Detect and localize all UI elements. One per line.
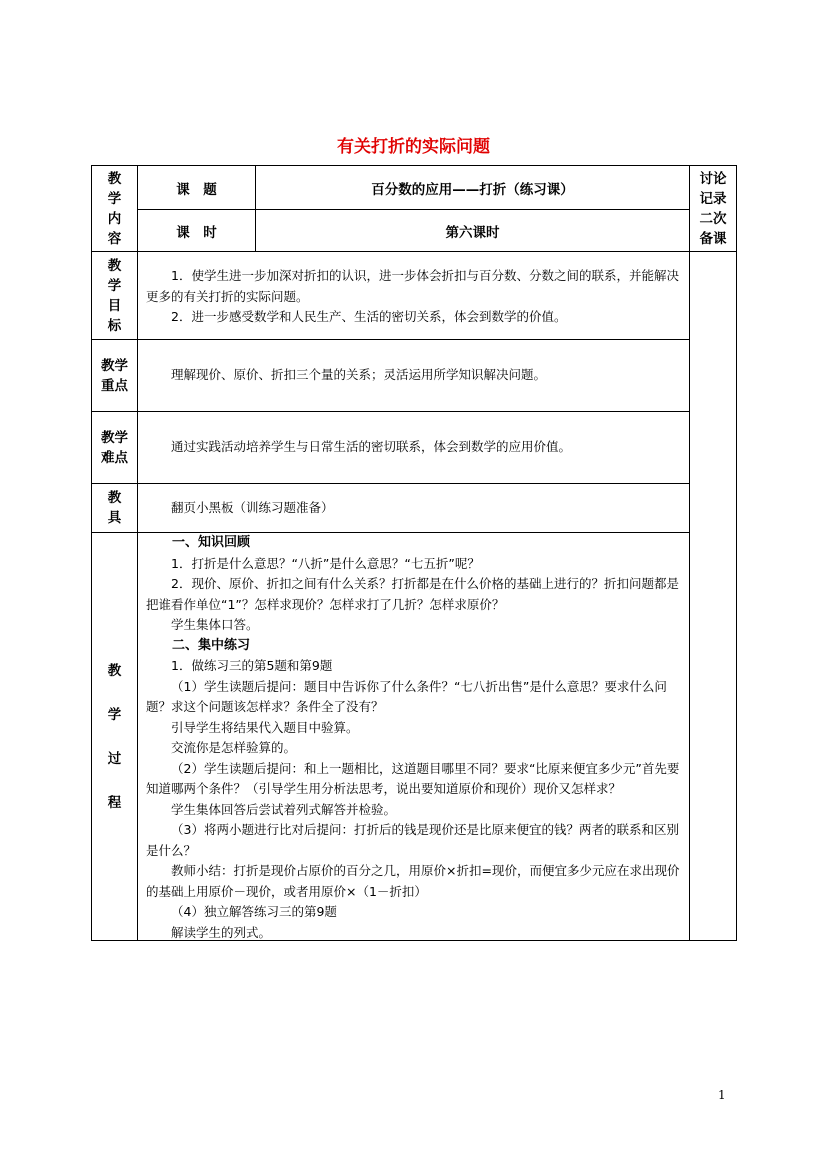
table-divider	[137, 165, 138, 941]
lesson-count-label: 课 时	[176, 224, 217, 241]
objectives-content	[146, 266, 682, 328]
table-rule	[91, 251, 737, 252]
document-title: 有关打折的实际问题	[337, 137, 490, 157]
section-heading: 二、集中练习	[172, 637, 251, 653]
tools-content: 翻页小黑板（训练习题准备）	[171, 499, 334, 515]
objectives-label: 教 学 目 标	[107, 257, 122, 334]
objective-2: 2．进一步感受数学和人民生产、生活的密切关系，体会到数学的价值。	[171, 309, 567, 324]
table-divider	[689, 165, 690, 941]
section-heading: 一、知识回顾	[172, 535, 251, 550]
header-column-label: 教 学 内 容	[107, 170, 122, 247]
process-label: 教 学 过 程	[107, 662, 122, 811]
difficulties-label: 教学 难点	[101, 429, 128, 466]
tools-label: 教 具	[107, 490, 122, 526]
process-content: 一、知识回顾 1．打折是什么意思？“八折”是什么意思？“七五折”呢？ 2．现价、原价、折扣之间有什么关系？打折都是在什么价格的基础上进行的？折扣问题都是把谁看作单位“1”？怎样求现价？怎样求打了几折？怎样求原价？ 学生集体口答。 二、集中练习 1．做练习三的第5题和第9题 （1）学生读题后提问：题目中告诉你了什么条件？“七八折出售”是什么意思？要求什么问题？求这个问题该怎样求？条件全了没有？ 引导学生将结果代入题目中验算。 交流你是怎样验算的。 （2）学生读题后提问：和上一题相比，这道题目哪里不同？要求“比原来便宜多少元”首先要知道哪两个条件？（引导学生用分析法思考，说出要知道原价和现价）现价又怎样求？ 学生集体回答后尝试着列式解答并检验。 （3）将两小题进行比对后提问：打折后的钱是现价还是比原来便宜的钱？两者的联系和区别是什么？ 教师小结：打折是现价占原价的百分之几，用原价×折扣=现价，而便宜多少元应在求出现价的基础上用原价－现价，或者用原价×（1－折扣） （4）独立解答练习三的第9题 解读学生的列式。	[146, 533, 682, 939]
key-points-label: 教学 重点	[101, 357, 128, 394]
table-border-bottom	[91, 940, 737, 941]
lesson-count-value: 第六课时	[445, 224, 500, 241]
discussion-record-header: 讨论 记录 二次 备课	[699, 170, 727, 247]
key-points-content: 理解现价、原价、折扣三个量的关系；灵活运用所学知识解决问题。	[171, 367, 547, 383]
objective-1: 1．使学生进一步加深对折扣的认识，进一步体会折扣与百分数、分数之间的联系，并能解决更多的有关打折的实际问题。	[146, 268, 679, 304]
topic-label: 课 题	[176, 181, 217, 198]
page-number: 1	[718, 1088, 726, 1102]
table-border-right	[736, 165, 737, 941]
difficulties-content: 通过实践活动培养学生与日常生活的密切联系，体会到数学的应用价值。	[171, 439, 572, 455]
topic-value: 百分数的应用——打折（练习课）	[371, 181, 574, 198]
